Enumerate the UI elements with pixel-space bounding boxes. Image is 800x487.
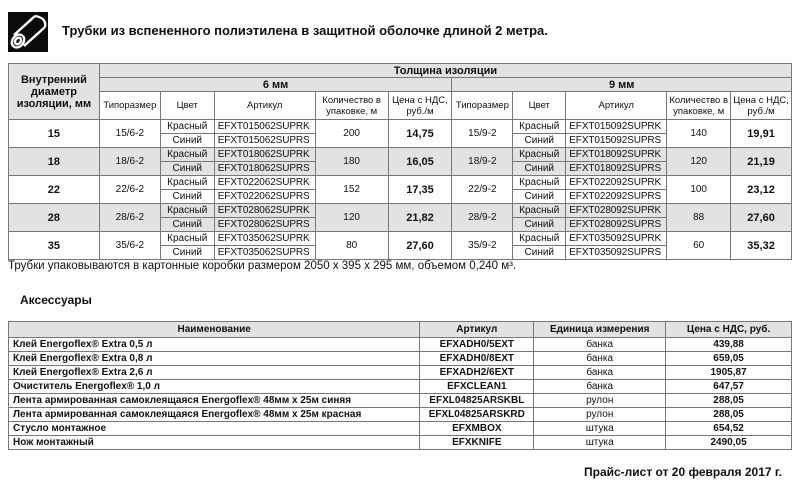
price-cell: 16,05: [388, 148, 452, 176]
color-cell: Синий: [160, 246, 214, 260]
column-header: Цвет: [513, 92, 566, 120]
color-cell: Красный: [513, 148, 566, 162]
price-cell: 1905,87: [666, 366, 792, 380]
color-cell: Синий: [160, 190, 214, 204]
price-cell: 21,19: [731, 148, 792, 176]
size-cell: 15/6-2: [99, 120, 160, 148]
size-cell: 18/9-2: [452, 148, 513, 176]
color-cell: Красный: [160, 204, 214, 218]
group-header: 6 мм: [99, 78, 452, 92]
page-header: [8, 12, 792, 52]
column-header: Наименование: [9, 322, 420, 338]
article-cell: EFXT028092SUPRK: [566, 204, 667, 218]
page-title: Трубки из вспененного полиэтилена в защитной оболочке длиной 2 метра.: [62, 23, 548, 38]
size-cell: 28/9-2: [452, 204, 513, 232]
unit-cell: банка: [534, 352, 666, 366]
article-cell: EFXT035062SUPRK: [214, 232, 315, 246]
article-cell: EFXCLEAN1: [420, 380, 534, 394]
name-cell: Лента армированная самоклеящаяся Energoflex® 48мм х 25м красная: [9, 408, 420, 422]
color-cell: Синий: [513, 162, 566, 176]
table-row: [9, 338, 792, 352]
diameter-cell: 15: [9, 120, 100, 148]
column-header: Типоразмер: [99, 92, 160, 120]
color-cell: Красный: [513, 204, 566, 218]
table-row: [9, 422, 792, 436]
price-cell: 2490,05: [666, 436, 792, 450]
price-cell: 288,05: [666, 394, 792, 408]
price-cell: 21,82: [388, 204, 452, 232]
name-cell: Стусло монтажное: [9, 422, 420, 436]
qty-cell: 120: [667, 148, 731, 176]
diameter-cell: 22: [9, 176, 100, 204]
unit-cell: штука: [534, 436, 666, 450]
size-cell: 15/9-2: [452, 120, 513, 148]
article-cell: EFXADH2/6EXT: [420, 366, 534, 380]
color-cell: Синий: [160, 134, 214, 148]
table-row: [9, 394, 792, 408]
accessories-price-table: [8, 321, 792, 450]
article-cell: EFXADH0/8EXT: [420, 352, 534, 366]
article-cell: EFXT035092SUPRK: [566, 232, 667, 246]
qty-cell: 152: [315, 176, 388, 204]
column-header: Типоразмер: [452, 92, 513, 120]
size-cell: 35/9-2: [452, 232, 513, 260]
qty-cell: 80: [315, 232, 388, 260]
unit-cell: рулон: [534, 408, 666, 422]
column-header: Артикул: [566, 92, 667, 120]
name-cell: Клей Energoflex® Extra 0,5 л: [9, 338, 420, 352]
color-cell: Красный: [160, 232, 214, 246]
unit-cell: банка: [534, 338, 666, 352]
thickness-header: Толщина изоляции: [99, 64, 791, 78]
column-header: Количество в упаковке, м: [315, 92, 388, 120]
color-cell: Синий: [160, 218, 214, 232]
article-cell: EFXT015062SUPRK: [214, 120, 315, 134]
packaging-note: Трубки упаковываются в картонные коробки размером 2050 х 395 х 295 мм, объемом 0,240 м³.: [8, 260, 517, 272]
diameter-cell: 35: [9, 232, 100, 260]
article-cell: EFXL04825ARSKRD: [420, 408, 534, 422]
table-row: [9, 352, 792, 366]
price-cell: 35,32: [731, 232, 792, 260]
table-row: [9, 176, 792, 190]
qty-cell: 180: [315, 148, 388, 176]
unit-cell: рулон: [534, 394, 666, 408]
color-cell: Синий: [160, 162, 214, 176]
article-cell: EFXT035062SUPRS: [214, 246, 315, 260]
qty-cell: 140: [667, 120, 731, 148]
qty-cell: 60: [667, 232, 731, 260]
column-header: Цвет: [160, 92, 214, 120]
color-cell: Красный: [160, 176, 214, 190]
price-cell: 27,60: [388, 232, 452, 260]
table-row: [9, 148, 792, 162]
table-row: [9, 204, 792, 218]
column-header: Артикул: [420, 322, 534, 338]
price-cell: 27,60: [731, 204, 792, 232]
table-row: [9, 408, 792, 422]
name-cell: Лента армированная самоклеящаяся Energoflex® 48мм х 25м синяя: [9, 394, 420, 408]
diameter-header: Внутренний диаметр изоляции, мм: [9, 64, 100, 120]
size-cell: 22/6-2: [99, 176, 160, 204]
price-cell: 288,05: [666, 408, 792, 422]
price-list-date: Прайс-лист от 20 февраля 2017 г.: [584, 465, 782, 479]
article-cell: EFXT022062SUPRS: [214, 190, 315, 204]
price-cell: 647,57: [666, 380, 792, 394]
name-cell: Клей Energoflex® Extra 2,6 л: [9, 366, 420, 380]
article-cell: EFXT018092SUPRS: [566, 162, 667, 176]
article-cell: EFXKNIFE: [420, 436, 534, 450]
article-cell: EFXT035092SUPRS: [566, 246, 667, 260]
color-cell: Красный: [513, 120, 566, 134]
diameter-cell: 28: [9, 204, 100, 232]
name-cell: Нож монтажный: [9, 436, 420, 450]
price-cell: 654,52: [666, 422, 792, 436]
color-cell: Красный: [160, 148, 214, 162]
article-cell: EFXT018092SUPRK: [566, 148, 667, 162]
article-cell: EFXT015092SUPRS: [566, 134, 667, 148]
price-cell: 659,05: [666, 352, 792, 366]
size-cell: 35/6-2: [99, 232, 160, 260]
table-row: [9, 120, 792, 134]
column-header: Цена с НДС, руб./м: [388, 92, 452, 120]
article-cell: EFXT028092SUPRS: [566, 218, 667, 232]
article-cell: EFXADH0/5EXT: [420, 338, 534, 352]
article-cell: EFXT022092SUPRS: [566, 190, 667, 204]
table-row: [9, 232, 792, 246]
qty-cell: 88: [667, 204, 731, 232]
qty-cell: 120: [315, 204, 388, 232]
color-cell: Красный: [513, 232, 566, 246]
price-cell: 14,75: [388, 120, 452, 148]
qty-cell: 200: [315, 120, 388, 148]
group-header: 9 мм: [452, 78, 792, 92]
article-cell: EFXMBOX: [420, 422, 534, 436]
color-cell: Синий: [513, 134, 566, 148]
price-cell: 23,12: [731, 176, 792, 204]
accessories-title: Аксессуары: [20, 293, 92, 307]
unit-cell: штука: [534, 422, 666, 436]
article-cell: EFXT028062SUPRS: [214, 218, 315, 232]
color-cell: Синий: [513, 190, 566, 204]
article-cell: EFXT028062SUPRK: [214, 204, 315, 218]
table-row: [9, 366, 792, 380]
diameter-cell: 18: [9, 148, 100, 176]
price-cell: 17,35: [388, 176, 452, 204]
color-cell: Красный: [160, 120, 214, 134]
column-header: Цена с НДС, руб./м: [731, 92, 792, 120]
unit-cell: банка: [534, 380, 666, 394]
name-cell: Очиститель Energoflex® 1,0 л: [9, 380, 420, 394]
column-header: Количество в упаковке, м: [667, 92, 731, 120]
column-header: Единица измерения: [534, 322, 666, 338]
size-cell: 22/9-2: [452, 176, 513, 204]
color-cell: Синий: [513, 246, 566, 260]
table-row: [9, 380, 792, 394]
price-cell: 439,88: [666, 338, 792, 352]
size-cell: 18/6-2: [99, 148, 160, 176]
article-cell: EFXT015062SUPRS: [214, 134, 315, 148]
pipe-logo-icon: [8, 12, 48, 52]
name-cell: Клей Energoflex® Extra 0,8 л: [9, 352, 420, 366]
pipes-price-table: [8, 63, 792, 260]
color-cell: Синий: [513, 218, 566, 232]
article-cell: EFXT015092SUPRK: [566, 120, 667, 134]
unit-cell: банка: [534, 366, 666, 380]
column-header: Цена с НДС, руб.: [666, 322, 792, 338]
size-cell: 28/6-2: [99, 204, 160, 232]
price-cell: 19,91: [731, 120, 792, 148]
article-cell: EFXT022092SUPRK: [566, 176, 667, 190]
qty-cell: 100: [667, 176, 731, 204]
color-cell: Красный: [513, 176, 566, 190]
article-cell: EFXT022062SUPRK: [214, 176, 315, 190]
article-cell: EFXT018062SUPRK: [214, 148, 315, 162]
article-cell: EFXT018062SUPRS: [214, 162, 315, 176]
column-header: Артикул: [214, 92, 315, 120]
table-row: [9, 436, 792, 450]
article-cell: EFXL04825ARSKBL: [420, 394, 534, 408]
